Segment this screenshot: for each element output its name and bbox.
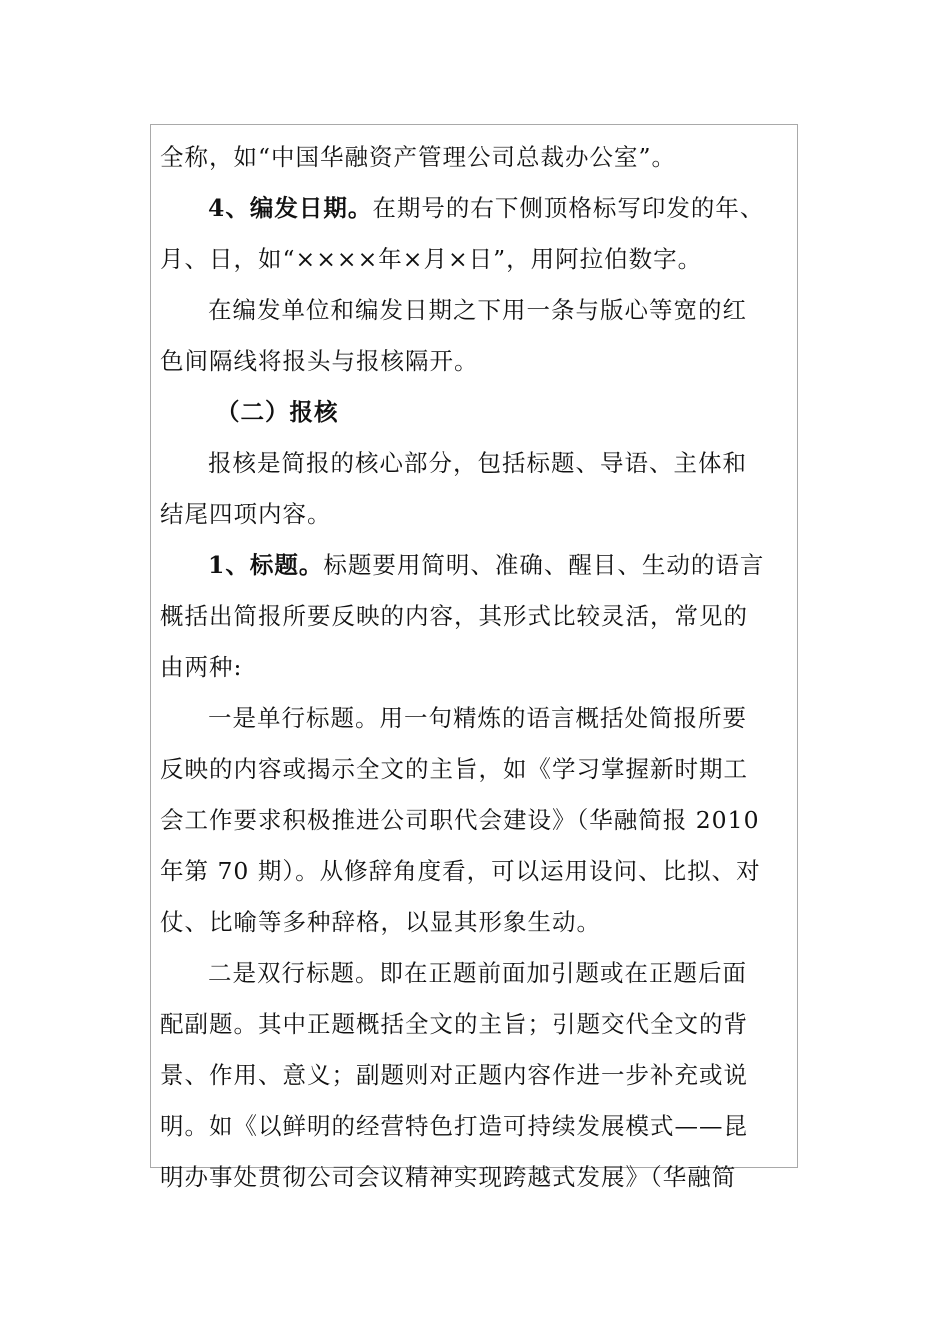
text-line xyxy=(160,183,780,234)
text-line xyxy=(160,285,780,336)
line-text: 年第 70 期）。从修辞角度看，可以运用设问、比拟、对 xyxy=(160,857,761,885)
line-text: 仗、比喻等多种辞格，以显其形象生动。 xyxy=(160,908,601,936)
line-text: 在编发单位和编发日期之下用一条与版心等宽的红 xyxy=(208,296,747,324)
text-line xyxy=(160,693,780,744)
text-line xyxy=(160,744,780,795)
line-text: 在期号的右下侧顶格标写印发的年、 xyxy=(372,194,765,222)
text-line xyxy=(160,999,780,1050)
line-text: 结尾四项内容。 xyxy=(160,500,332,528)
text-line xyxy=(160,846,780,897)
line-text: 全称，如“中国华融资产管理公司总裁办公室”。 xyxy=(160,143,677,171)
text-line xyxy=(160,1050,780,1101)
text-line xyxy=(160,336,780,387)
line-text: 月、日，如“××××年×月×日”，用阿拉伯数字。 xyxy=(160,245,703,273)
bold-lead: 1、标题。 xyxy=(208,551,324,579)
line-text: 明办事处贯彻公司会议精神实现跨越式发展》（华融简 xyxy=(160,1163,737,1191)
line-text: 标题要用简明、准确、醒目、生动的语言 xyxy=(323,551,765,579)
text-line xyxy=(160,234,780,285)
line-text: 色间隔线将报头与报核隔开。 xyxy=(160,347,479,375)
text-line xyxy=(160,642,780,693)
document-page-frame xyxy=(150,124,798,1191)
line-text: 一是单行标题。用一句精炼的语言概括处简报所要 xyxy=(208,704,747,732)
bold-lead: 4、编发日期。 xyxy=(208,194,373,222)
document-body xyxy=(160,132,780,1203)
line-text: 二是双行标题。即在正题前面加引题或在正题后面 xyxy=(208,959,747,987)
text-line xyxy=(160,489,780,540)
bold-lead: （二）报核 xyxy=(216,398,339,426)
line-text: 会工作要求积极推进公司职代会建设》（华融简报 2010 xyxy=(160,806,760,834)
text-line xyxy=(160,132,780,183)
text-line xyxy=(160,795,780,846)
line-text: 由两种: xyxy=(160,653,243,681)
text-line xyxy=(160,1101,780,1152)
text-line xyxy=(160,387,780,438)
line-text: 景、作用、意义；副题则对正题内容作进一步补充或说 xyxy=(160,1061,748,1089)
text-line xyxy=(160,948,780,999)
text-line xyxy=(160,438,780,489)
line-text: 明。如《以鲜明的经营特色打造可持续发展模式——昆 xyxy=(160,1112,748,1140)
text-line xyxy=(160,591,780,642)
text-line xyxy=(160,540,780,591)
text-line xyxy=(160,1152,780,1203)
line-text: 反映的内容或揭示全文的主旨，如《学习掌握新时期工 xyxy=(160,755,748,783)
line-text: 概括出简报所要反映的内容，其形式比较灵活，常见的 xyxy=(160,602,748,630)
line-text: 报核是简报的核心部分，包括标题、导语、主体和 xyxy=(208,449,747,477)
line-text: 配副题。其中正题概括全文的主旨；引题交代全文的背 xyxy=(160,1010,748,1038)
text-line xyxy=(160,897,780,948)
